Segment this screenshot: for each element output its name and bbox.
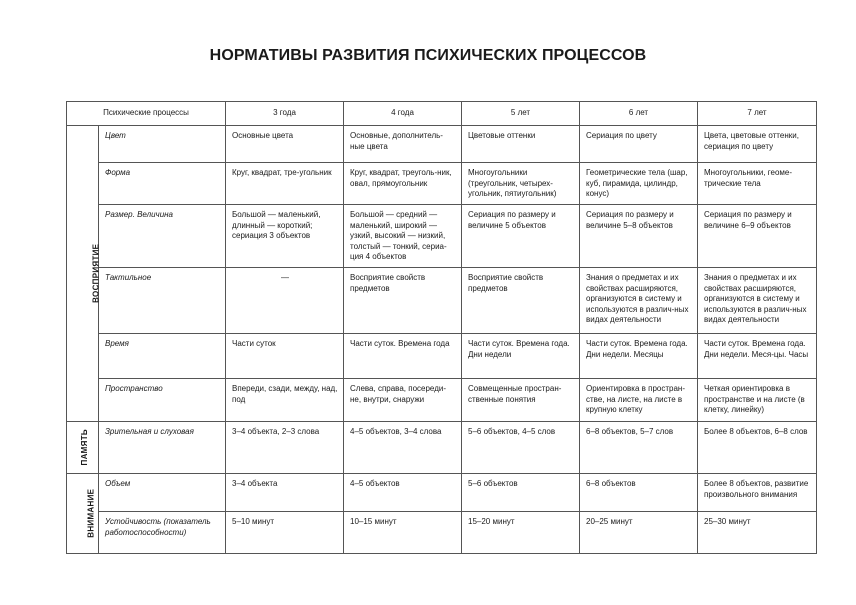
table-cell: Основные, дополнитель-ные цвета xyxy=(344,126,462,163)
table-cell: Более 8 объектов, развитие произвольного внимания xyxy=(698,474,817,512)
table-row xyxy=(67,205,817,268)
table-cell: 4–5 объектов, 3–4 слова xyxy=(344,422,462,474)
table-cell: Восприятие свойств предметов xyxy=(462,268,580,334)
process-label: Пространство xyxy=(99,379,226,422)
table-cell: 3–4 объекта, 2–3 слова xyxy=(226,422,344,474)
table-cell: Знания о предметах и их свойствах расширяются, организуются в систему и используются в различ-ных видах деятельности xyxy=(698,268,817,334)
header-row xyxy=(67,102,817,126)
table-row xyxy=(67,512,817,554)
table-cell: Круг, квадрат, тре-угольник xyxy=(226,163,344,205)
process-label: Цвет xyxy=(99,126,226,163)
table-cell: Ориентировка в простран-стве, на листе, на листе в крупную клетку xyxy=(580,379,698,422)
table-cell: Части суток xyxy=(226,334,344,379)
group-perception: ВОСПРИЯТИЕ xyxy=(67,126,99,422)
table-cell: — xyxy=(226,268,344,334)
table-cell: 5–10 минут xyxy=(226,512,344,554)
table-cell: 4–5 объектов xyxy=(344,474,462,512)
table-cell: Цвета, цветовые оттенки, сериация по цвету xyxy=(698,126,817,163)
table-cell: 6–8 объектов xyxy=(580,474,698,512)
table-cell: Основные цвета xyxy=(226,126,344,163)
group-attention: ВНИМАНИЕ xyxy=(67,474,99,554)
table-cell: Четкая ориентировка в пространстве и на листе (в клетку, линейку) xyxy=(698,379,817,422)
header-age: 4 года xyxy=(344,102,462,126)
table-row xyxy=(67,268,817,334)
table-cell: Большой — средний — маленький, широкий — узкий, высокий — низкий, толстый — тонкий, сериа-ция 4 объектов xyxy=(344,205,462,268)
process-label: Время xyxy=(99,334,226,379)
page-title: НОРМАТИВЫ РАЗВИТИЯ ПСИХИЧЕСКИХ ПРОЦЕССОВ xyxy=(209,47,647,64)
table-cell: Сериация по размеру и величине 5–8 объектов xyxy=(580,205,698,268)
table-cell: 5–6 объектов, 4–5 слов xyxy=(462,422,580,474)
table-cell: Части суток. Времена года. Дни недели. Месяцы xyxy=(580,334,698,379)
table-cell: Части суток. Времена года xyxy=(344,334,462,379)
table-cell: Части суток. Времена года. Дни недели xyxy=(462,334,580,379)
table-cell: Части суток. Времена года. Дни недели. Меся-цы. Часы xyxy=(698,334,817,379)
table-cell: 6–8 объектов, 5–7 слов xyxy=(580,422,698,474)
table-cell: Геометрические тела (шар, куб, пирамида, цилиндр, конус) xyxy=(580,163,698,205)
table-cell: Знания о предметах и их свойствах расширяются, организуются в систему и используются в различ-ных видах деятельности xyxy=(580,268,698,334)
table-cell: 15–20 минут xyxy=(462,512,580,554)
table-cell: Слева, справа, посереди-не, внутри, снаружи xyxy=(344,379,462,422)
table-cell: Сериация по размеру и величине 5 объектов xyxy=(462,205,580,268)
table-cell: Сериация по размеру и величине 6–9 объектов xyxy=(698,205,817,268)
header-age: 5 лет xyxy=(462,102,580,126)
table-row xyxy=(67,334,817,379)
table-cell: 3–4 объекта xyxy=(226,474,344,512)
table-cell: 20–25 минут xyxy=(580,512,698,554)
table-cell: Многоугольники (треугольник, четырех-угольник, пятиугольник) xyxy=(462,163,580,205)
table-row xyxy=(67,126,817,163)
table-cell: Большой — маленький, длинный — короткий; сериация 3 объектов xyxy=(226,205,344,268)
table-cell: 10–15 минут xyxy=(344,512,462,554)
table-cell: Круг, квадрат, треуголь-ник, овал, прямоугольник xyxy=(344,163,462,205)
process-label: Тактильное xyxy=(99,268,226,334)
table-cell: Многоугольники, геоме-трические тела xyxy=(698,163,817,205)
table-row xyxy=(67,379,817,422)
table-row xyxy=(67,422,817,474)
table-cell: Совмещенные простран-ственные понятия xyxy=(462,379,580,422)
table-cell: 5–6 объектов xyxy=(462,474,580,512)
table-row xyxy=(67,163,817,205)
table-row xyxy=(67,474,817,512)
norms-table xyxy=(66,101,817,554)
process-label: Размер. Величина xyxy=(99,205,226,268)
header-age: 6 лет xyxy=(580,102,698,126)
table-cell: Восприятие свойств предметов xyxy=(344,268,462,334)
process-label: Устойчивость (показатель работоспособности) xyxy=(99,512,226,554)
header-processes: Психические процессы xyxy=(67,102,226,126)
process-label: Форма xyxy=(99,163,226,205)
group-memory: ПАМЯТЬ xyxy=(67,422,99,474)
table-cell: 25–30 минут xyxy=(698,512,817,554)
header-age: 7 лет xyxy=(698,102,817,126)
process-label: Зрительная и слуховая xyxy=(99,422,226,474)
table-cell: Впереди, сзади, между, над, под xyxy=(226,379,344,422)
process-label: Объем xyxy=(99,474,226,512)
table-cell: Сериация по цвету xyxy=(580,126,698,163)
table-cell: Более 8 объектов, 6–8 слов xyxy=(698,422,817,474)
table-cell: Цветовые оттенки xyxy=(462,126,580,163)
header-age: 3 года xyxy=(226,102,344,126)
